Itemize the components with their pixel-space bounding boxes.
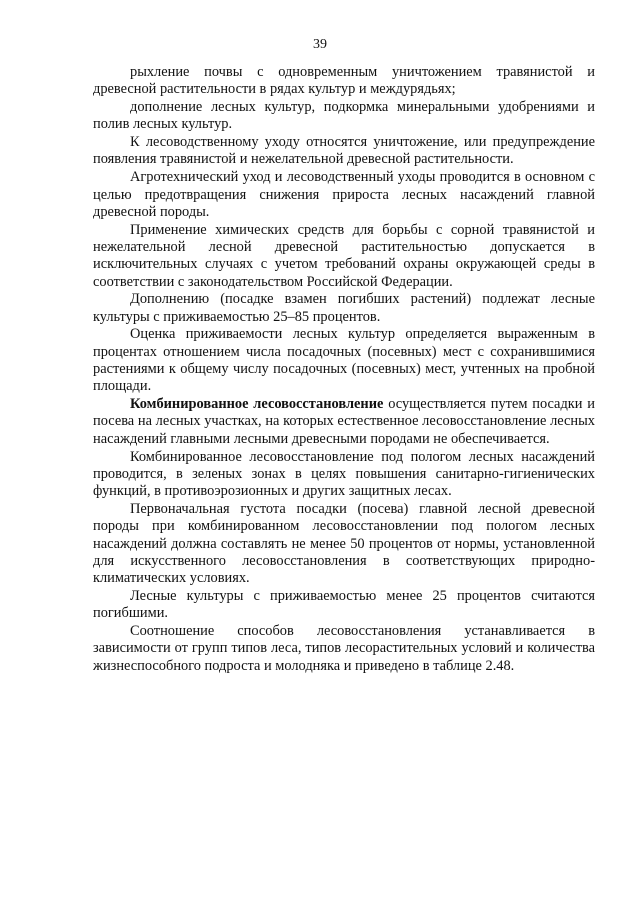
page-number: 39	[313, 37, 327, 52]
paragraph-chemical-means: Применение химических средств для борьбы с сорной травянистой и нежелательной лесной древесной растительностью допускается в исключительных случаях с учетом требований охраны окружающей среды в соответствии с законодательством Российской Федерации.	[93, 221, 595, 290]
paragraph-agrotechnical-care: Агротехнический уход и лесоводственный уходы проводится в основном с целью предотвращения снижения прироста лесных насаждений главной древесной породы.	[93, 169, 595, 220]
paragraph-survival-assessment: Оценка приживаемости лесных культур определяется выраженным в процентах отношением числа посадочных (посевных) мест с сохранившимися растениями к общему числу посадочных (посевных) мест, учтенных на пробной площади.	[93, 326, 595, 395]
paragraph-silvicultural-care: К лесоводственному уходу относятся уничтожение, или предупреждение появления травянистой и нежелательной древесной растительности.	[93, 134, 595, 168]
combined-reforestation-definition: осуществляется путем посадки и посева на лесных участках, на которых естественное лесовосстановление лесных насаждений главными лесными древесными породами не обеспечивается.	[93, 396, 595, 447]
paragraph-replanting: Дополнению (посадке взамен погибших растений) подлежат лесные культуры с приживаемостью 25–85 процентов.	[93, 291, 595, 325]
paragraph-supplementing-cultures: дополнение лесных культур, подкормка минеральными удобрениями и полив лесных культур.	[93, 99, 595, 133]
paragraph-combined-under-canopy: Комбинированное лесовосстановление под пологом лесных насаждений проводится, в зеленых зонах в целях повышения санитарно-гигиенических функций, в противоэрозионных и других защитных лесах.	[93, 448, 595, 500]
paragraph-methods-ratio: Соотношение способов лесовосстановления устанавливается в зависимости от групп типов леса, типов лесорастительных условий и количества жизнеспособного подроста и молодняка и приведено в таблице 2.48.	[93, 623, 595, 674]
paragraph-combined-reforestation	[93, 396, 595, 448]
paragraph-dead-cultures: Лесные культуры с приживаемостью менее 25 процентов считаются погибшими.	[93, 587, 595, 622]
paragraph-soil-loosening: рыхление почвы с одновременным уничтожением травянистой и древесной растительности в рядах культур и междурядьях;	[93, 64, 595, 98]
document-body	[93, 64, 595, 675]
paragraph-initial-density: Первоначальная густота посадки (посева) главной лесной древесной породы при комбинированном лесовосстановлении под пологом лесных насаждений должна составлять не менее 50 процентов от нормы, установленной для искусственного лесовосстановления в соответствующих природно-климатических условиях.	[93, 500, 595, 587]
combined-reforestation-term: Комбинированное лесовосстановление	[130, 396, 384, 413]
